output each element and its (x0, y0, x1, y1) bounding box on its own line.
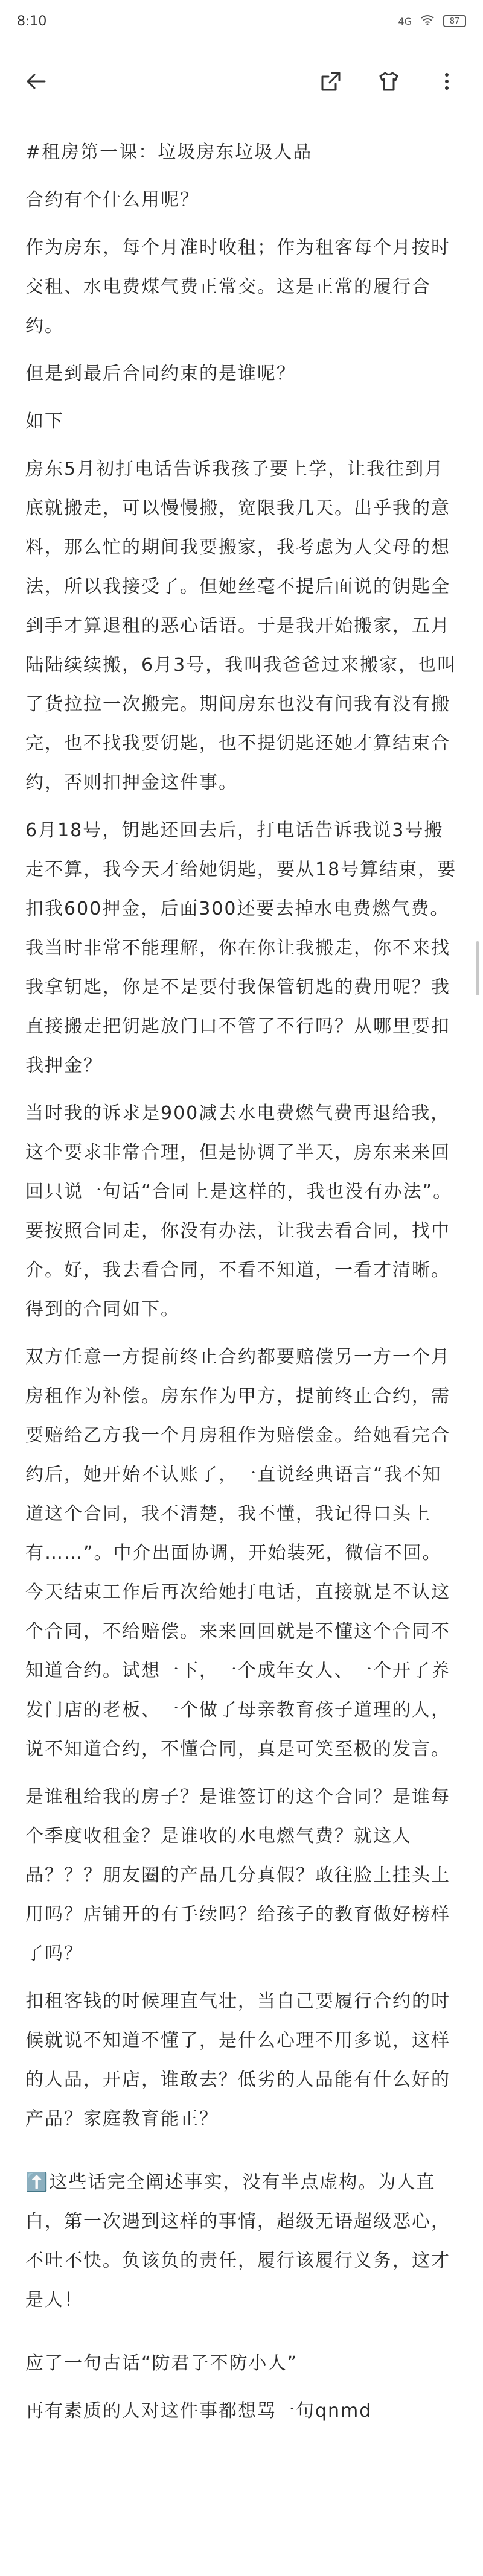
post-paragraph: ⬆️这些话完全阐述事实，没有半点虚构。为人直白，第一次遇到这样的事情，超级无语超级恶心，不吐不快。负该负的责任，履行该履行义务，这才是人！ (25, 2172, 450, 2311)
share-icon (319, 69, 343, 94)
shirt-icon (377, 69, 401, 94)
back-arrow-icon (24, 69, 48, 94)
post-title: #租房第一课：垃圾房东垃圾人品 (25, 142, 313, 163)
post-paragraph: 如下 (25, 411, 64, 432)
status-icons (398, 14, 466, 28)
top-toolbar (0, 54, 483, 109)
toolbar-actions (314, 65, 464, 98)
post-paragraph: 但是到最后合同约束的是谁呢？ (25, 363, 296, 384)
wifi-icon (420, 14, 435, 28)
shirt-button[interactable] (372, 65, 406, 98)
post-paragraph: 应了一句古话“防君子不防小人” (25, 2353, 298, 2374)
post-paragraph: 6月18号，钥匙还回去后，打电话告诉我说3号搬走不算，我今天才给她钥匙，要从18号算结束，要扣我600押金，后面300还要去掉水电费燃气费。我当时非常不能理解，你在你让我搬走，你不来找我拿钥匙，你是不是要付我保管钥匙的费用呢？我直接搬走把钥匙放门口不管了不行吗？从哪里要扣我押金？ (25, 820, 457, 1076)
post-paragraph: 合约有个什么用呢？ (25, 189, 199, 211)
post-paragraph: 扣租客钱的时候理直气壮，当自己要履行合约的时候就说不知道不懂了，是什么心理不用多说，这样的人品，开店，谁敢去？低劣的人品能有什么好的产品？家庭教育能正？ (25, 1991, 450, 2130)
post-paragraph: 再有素质的人对这件事都想骂一句qnmd (25, 2400, 373, 2422)
post-paragraph: 作为房东，每个月准时收租；作为租客每个月按时交租、水电费煤气费正常交。这是正常的履行合约。 (25, 237, 450, 337)
more-vertical-icon (435, 69, 459, 94)
status-bar (0, 0, 483, 42)
post-paragraph: 双方任意一方提前终止合约都要赔偿另一方一个月房租作为补偿。房东作为甲方，提前终止合约，需要赔给乙方我一个月房租作为赔偿金。给她看完合约后，她开始不认账了，一直说经典语言“我不知道这个合同，我不清楚，我不懂，我记得口头上有……”。中介出面协调，开始装死，微信不回。今天结束工作后再次给她打电话，直接就是不认这个合同，不给赔偿。来来回回就是不懂这个合同不知道合约。试想一下，一个成年女人、一个开了养发门店的老板、一个做了母亲教育孩子道理的人，说不知道合约，不懂合同，真是可笑至极的发言。 (25, 1347, 450, 1760)
post-paragraph: 当时我的诉求是900减去水电费燃气费再退给我，这个要求非常合理，但是协调了半天，房东来来回回只说一句话“合同上是这样的，我也没有办法”。要按照合同走，你没有办法，让我去看合同，找中介。好，我去看合同，不看不知道，一看才清晰。得到的合同如下。 (25, 1103, 453, 1320)
network-indicator: 4G (398, 15, 412, 27)
status-time: 8:10 (17, 13, 47, 29)
post-content (25, 133, 460, 2439)
post-paragraph: 房东5月初打电话告诉我孩子要上学，让我往到月底就搬走，可以慢慢搬，宽限我几天。出乎我的意料，那么忙的期间我要搬家，我考虑为人父母的想法，所以我接受了。但她丝毫不提后面说的钥匙全到手才算退租的恶心话语。于是我开始搬家，五月陆陆续续搬，6月3号，我叫我爸爸过来搬家，也叫了货拉拉一次搬完。期间房东也没有问我有没有搬完，也不找我要钥匙，也不提钥匙还她才算结束合约，否则扣押金这件事。 (25, 458, 457, 793)
share-button[interactable] (314, 65, 348, 98)
scrollbar[interactable] (476, 941, 479, 995)
battery-level: 87 (449, 16, 460, 26)
battery-icon (443, 15, 466, 27)
more-button[interactable] (430, 65, 464, 98)
post-paragraph: 是谁租给我的房子？是谁签订的这个合同？是谁每个季度收租金？是谁收的水电燃气费？就这人品？？？朋友圈的产品几分真假？敢往脸上挂头上用吗？店铺开的有手续吗？给孩子的教育做好榜样了吗？ (25, 1786, 450, 1964)
back-button[interactable] (19, 65, 53, 98)
